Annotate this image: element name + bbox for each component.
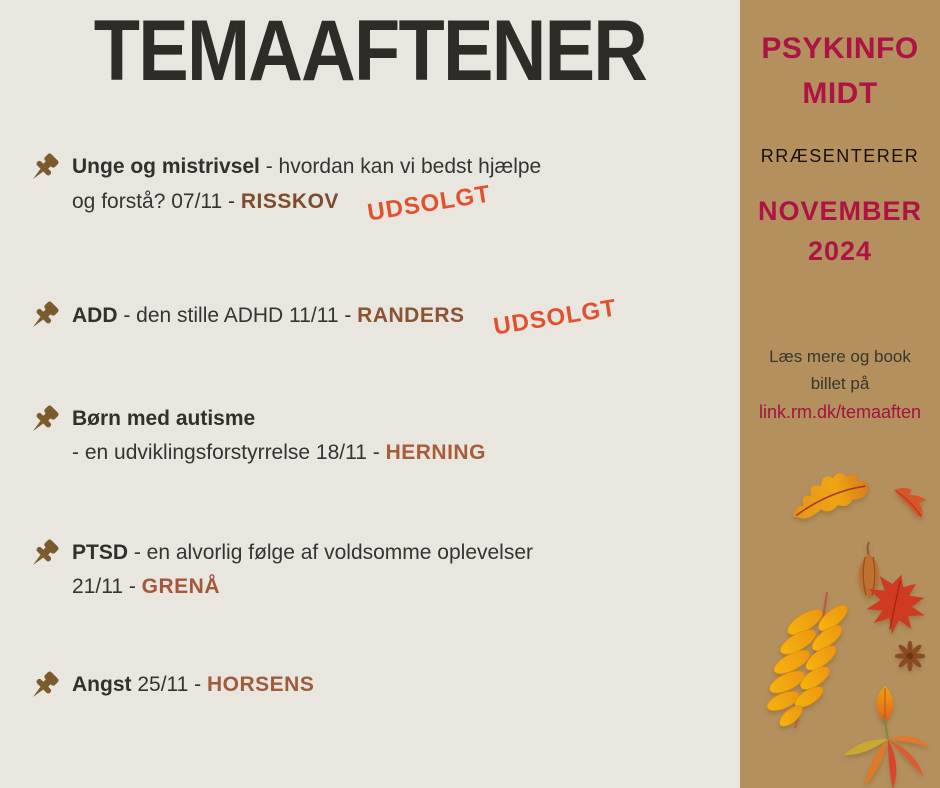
event-text: - en alvorlig følge af voldsomme oplevelser — [128, 541, 534, 564]
event-text: - den stille ADHD 11/11 - — [117, 304, 358, 327]
booking-link: link.rm.dk/temaaften — [758, 402, 922, 422]
soldout-stamp: UDSOLGT — [491, 294, 619, 341]
month-line2: 2024 — [807, 236, 873, 266]
pushpin-icon — [26, 668, 62, 704]
event-row-angst — [26, 668, 716, 702]
event-title: Angst — [72, 673, 132, 696]
event-row-born-med-autisme — [26, 402, 716, 470]
event-line — [72, 536, 716, 570]
month-line1: NOVEMBER — [757, 196, 922, 226]
event-city: HORSENS — [207, 673, 315, 696]
event-text: 21/11 - — [72, 575, 142, 598]
maple-leaf-icon — [860, 572, 930, 638]
brand-line2: MIDT — [802, 77, 878, 110]
torn-red-leaf-icon — [892, 484, 930, 520]
sidebar — [740, 0, 940, 788]
soldout-stamp: UDSOLGT — [365, 180, 493, 227]
event-city: RANDERS — [357, 304, 465, 327]
event-text: 25/11 - — [131, 673, 207, 696]
event-line — [72, 294, 716, 341]
event-text: - hvordan kan vi bedst hjælpe — [259, 155, 542, 178]
event-line — [72, 402, 716, 436]
event-title: PTSD — [72, 541, 129, 564]
event-title: ADD — [72, 304, 118, 327]
event-row-add — [26, 294, 716, 341]
page-title: TEMAAFTENER — [93, 3, 647, 99]
cta-line1: Læs mere og book — [769, 347, 911, 366]
event-line — [72, 570, 716, 604]
event-line — [72, 180, 716, 227]
creeper-leaf-icon — [836, 712, 936, 788]
rowan-leaf-icon — [765, 590, 855, 730]
event-city: RISSKOV — [240, 190, 339, 213]
event-line — [72, 436, 716, 470]
brand-line1: PSYKINFO — [761, 32, 919, 65]
event-title: Unge og mistrivsel — [72, 155, 260, 178]
pushpin-icon — [26, 298, 62, 334]
event-row-unge-og-mistrivsel — [26, 150, 716, 227]
event-row-ptsd — [26, 536, 716, 604]
pushpin-icon — [26, 402, 62, 438]
event-city: HERNING — [385, 441, 486, 464]
pushpin-icon — [26, 150, 62, 186]
pushpin-icon — [26, 536, 62, 572]
event-text: - en udviklingsforstyrrelse 18/11 - — [72, 441, 386, 464]
presents-label: RRÆSENTERER — [760, 146, 920, 166]
brand-title — [740, 26, 940, 116]
cta-text — [740, 343, 940, 397]
event-line — [72, 668, 716, 702]
cta-line2: billet på — [810, 374, 870, 393]
event-city: GRENÅ — [141, 575, 220, 598]
event-text: og forstå? 07/11 - — [72, 190, 241, 213]
event-title: Børn med autisme — [72, 407, 256, 430]
star-anise-icon — [895, 641, 925, 671]
event-line — [72, 150, 716, 184]
month-title — [740, 191, 940, 271]
oak-leaf-icon — [786, 468, 874, 520]
